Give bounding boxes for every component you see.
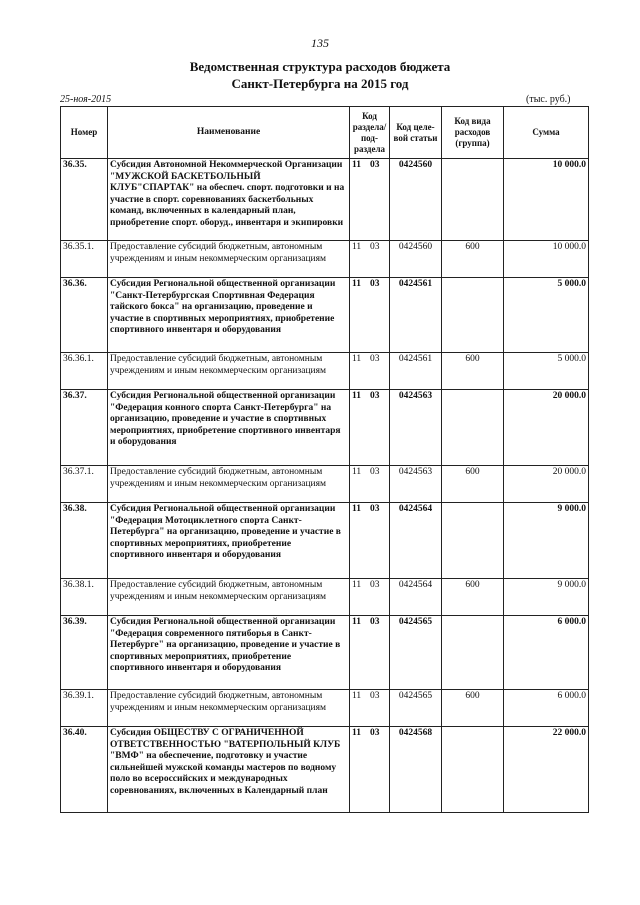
table-row: [61, 390, 589, 466]
row-sum: 5 000.0: [504, 278, 589, 353]
row-kind-code: [442, 278, 504, 353]
row-sum: 6 000.0: [504, 616, 589, 690]
row-number: 36.35.: [61, 159, 108, 241]
row-sum: 10 000.0: [504, 159, 589, 241]
row-section: 11: [352, 580, 362, 590]
row-description: Предоставление субсидий бюджетным, автономным учреждениям и иным некоммерческим организациям: [108, 466, 350, 503]
header-name: Наименование: [108, 107, 350, 159]
row-target-code: 0424563: [390, 466, 442, 503]
title-line-1: Ведомственная структура расходов бюджета: [189, 59, 451, 74]
row-kind-code: 600: [442, 690, 504, 727]
row-kind-code: 600: [442, 353, 504, 390]
row-number: 36.39.1.: [61, 690, 108, 727]
row-target-code: 0424561: [390, 278, 442, 353]
row-sum: 9 000.0: [504, 503, 589, 579]
row-kind-code: [442, 159, 504, 241]
row-section: 11: [352, 160, 361, 170]
row-kind-code: [442, 390, 504, 466]
row-subsection: 03: [370, 160, 380, 170]
header-target: Код целе-вой статьи: [390, 107, 442, 159]
row-target-code: 0424568: [390, 727, 442, 813]
row-number: 36.37.1.: [61, 466, 108, 503]
row-number: 36.39.: [61, 616, 108, 690]
row-section: 11: [352, 242, 362, 252]
row-kind-code: [442, 616, 504, 690]
row-section: 11: [352, 504, 361, 514]
table-row: [61, 579, 589, 616]
row-number: 36.38.1.: [61, 579, 108, 616]
row-description: Субсидия Региональной общественной организации "Федерация современного пятиборья в Санкт-Петербурге" на организацию, проведение и участие в спортивных мероприятиях, приобретение спортивного инвентаря и оборудования: [108, 616, 350, 690]
row-description: Предоставление субсидий бюджетным, автономным учреждениям и иным некоммерческим организациям: [108, 690, 350, 727]
row-subsection: 03: [370, 580, 380, 590]
row-target-code: 0424563: [390, 390, 442, 466]
page-title: [0, 58, 640, 92]
row-section: 11: [352, 691, 362, 701]
budget-table: [60, 106, 589, 813]
row-target-code: 0424560: [390, 241, 442, 278]
table-row: [61, 503, 589, 579]
row-sum: 22 000.0: [504, 727, 589, 813]
units-label: (тыс. руб.): [526, 94, 571, 105]
row-sum: 20 000.0: [504, 390, 589, 466]
row-section: 11: [352, 617, 361, 627]
header-section: Код раздела/ под-раздела: [350, 107, 390, 159]
row-description: Предоставление субсидий бюджетным, автономным учреждениям и иным некоммерческим организациям: [108, 241, 350, 278]
row-section: 11: [352, 391, 361, 401]
row-description: Субсидия Региональной общественной организации "Федерация Мотоциклетного спорта Санкт-Петербурга" на организацию, проведение и участие в спортивных мероприятиях, приобретение спортивного инвентаря и оборудования: [108, 503, 350, 579]
row-number: 36.36.1.: [61, 353, 108, 390]
row-subsection: 03: [370, 279, 380, 289]
table-row: [61, 353, 589, 390]
report-date: 25-ноя-2015: [60, 94, 112, 105]
row-section-code: [350, 690, 390, 727]
row-kind-code: 600: [442, 466, 504, 503]
row-subsection: 03: [370, 728, 380, 738]
row-target-code: 0424564: [390, 503, 442, 579]
row-target-code: 0424565: [390, 690, 442, 727]
row-kind-code: [442, 727, 504, 813]
row-number: 36.38.: [61, 503, 108, 579]
row-target-code: 0424565: [390, 616, 442, 690]
row-section-code: [350, 159, 390, 241]
row-description: Субсидия Региональной общественной организации "Федерация конного спорта Санкт-Петербурга" на организацию, проведение и участие в спортивных мероприятиях, приобретение спортивного инвентаря и оборудования: [108, 390, 350, 466]
row-subsection: 03: [370, 242, 380, 252]
row-kind-code: [442, 503, 504, 579]
row-subsection: 03: [370, 504, 380, 514]
row-target-code: 0424560: [390, 159, 442, 241]
row-number: 36.35.1.: [61, 241, 108, 278]
row-sum: 9 000.0: [504, 579, 589, 616]
row-subsection: 03: [370, 691, 380, 701]
row-description: Субсидия Автономной Некоммерческой Организации "МУЖСКОЙ БАСКЕТБОЛЬНЫЙ КЛУБ"СПАРТАК" на обеспеч. спорт. подготовки и на участие в спорт. соревнованиях баскетбольных команд, включенных в календарный план, приобретение спорт. оборуд., инвентаря и экипировки: [108, 159, 350, 241]
row-target-code: 0424561: [390, 353, 442, 390]
row-section-code: [350, 616, 390, 690]
row-sum: 20 000.0: [504, 466, 589, 503]
page-number: 135: [311, 36, 329, 50]
row-section: 11: [352, 279, 361, 289]
row-subsection: 03: [370, 354, 380, 364]
row-section-code: [350, 466, 390, 503]
table-row: [61, 690, 589, 727]
table-row: [61, 466, 589, 503]
row-description: Предоставление субсидий бюджетным, автономным учреждениям и иным некоммерческим организациям: [108, 579, 350, 616]
row-section: 11: [352, 354, 362, 364]
row-section-code: [350, 727, 390, 813]
row-section-code: [350, 390, 390, 466]
row-subsection: 03: [370, 467, 380, 477]
row-number: 36.40.: [61, 727, 108, 813]
row-section-code: [350, 503, 390, 579]
table-row: [61, 278, 589, 353]
row-section-code: [350, 241, 390, 278]
row-kind-code: 600: [442, 241, 504, 278]
row-sum: 10 000.0: [504, 241, 589, 278]
row-number: 36.36.: [61, 278, 108, 353]
header-sum: Сумма: [504, 107, 589, 159]
row-sum: 6 000.0: [504, 690, 589, 727]
row-section: 11: [352, 467, 362, 477]
header-number: Номер: [61, 107, 108, 159]
table-row: [61, 241, 589, 278]
row-target-code: 0424564: [390, 579, 442, 616]
row-description: Субсидия ОБЩЕСТВУ С ОГРАНИЧЕННОЙ ОТВЕТСТВЕННОСТЬЮ "ВАТЕРПОЛЬНЫЙ КЛУБ "ВМФ" на обеспечение, подготовку и участие сильнейшей мужской команды мастеров по водному поло во всероссийских и международных соревнованиях, включенных в Календарный план: [108, 727, 350, 813]
table-row: [61, 616, 589, 690]
row-number: 36.37.: [61, 390, 108, 466]
header-kind: Код вида расходов (группа): [442, 107, 504, 159]
table-row: [61, 159, 589, 241]
row-description: Предоставление субсидий бюджетным, автономным учреждениям и иным некоммерческим организациям: [108, 353, 350, 390]
row-subsection: 03: [370, 617, 380, 627]
row-section-code: [350, 353, 390, 390]
row-subsection: 03: [370, 391, 380, 401]
row-section-code: [350, 278, 390, 353]
title-line-2: Санкт-Петербурга на 2015 год: [231, 76, 409, 91]
table-row: [61, 727, 589, 813]
row-section-code: [350, 579, 390, 616]
row-description: Субсидия Региональной общественной организации "Санкт-Петербургская Спортивная Федерация тайского бокса" на организацию, проведение и участие в спортивных мероприятиях, приобретение спортивного инвентаря и оборудования: [108, 278, 350, 353]
row-kind-code: 600: [442, 579, 504, 616]
row-sum: 5 000.0: [504, 353, 589, 390]
row-section: 11: [352, 728, 361, 738]
